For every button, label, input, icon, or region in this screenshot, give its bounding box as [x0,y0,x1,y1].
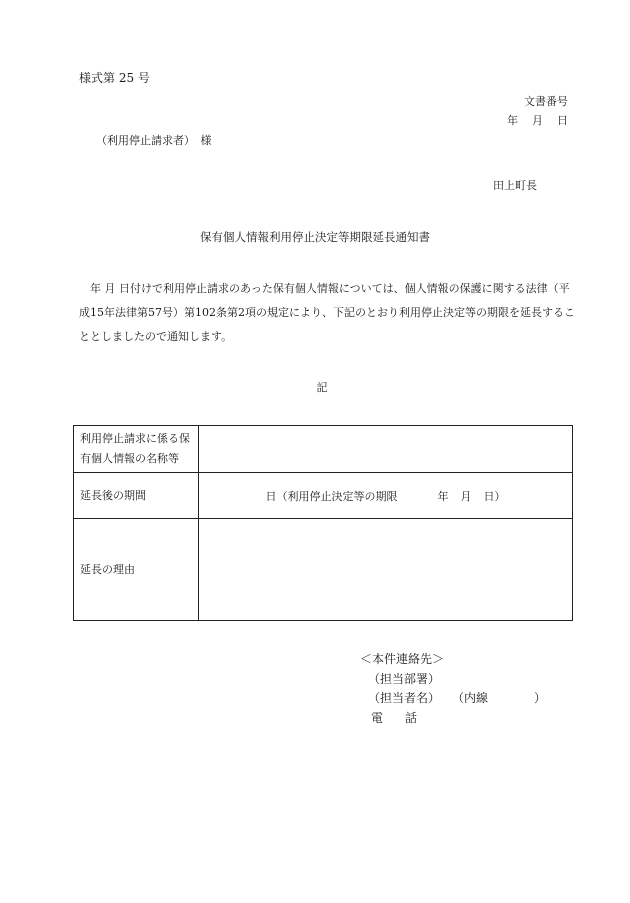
contact-person-line [368,689,546,709]
body-line: 成15年法律第57号）第102条第2項の規定により、下記のとおり利用停止決定等の期限を延長するこ [79,306,575,319]
contact-department: （担当部署） [368,671,441,686]
addressee: （利用停止請求者） 様 [96,134,212,147]
period-year: 年 [437,489,449,503]
body-line: 年 月 日付けで利用停止請求のあった保有個人情報については、個人情報の保護に関する法律（平 [79,282,570,295]
extended-period-label: 延長後の期間 [74,473,199,519]
period-prefix: 日（利用停止決定等の期限 [265,489,398,503]
body-paragraph [79,277,574,349]
contact-extension-close: ） [534,691,547,705]
period-day: 日） [483,489,506,503]
contact-phone [371,709,546,729]
ki-heading: 記 [316,381,328,394]
date-month: 月 [532,114,543,127]
date-day: 日 [557,114,568,127]
extended-period-value[interactable] [199,473,573,519]
table-row [74,473,573,519]
contact-block [360,650,546,728]
info-table [73,425,573,621]
contact-person: （担当者名） [368,691,441,705]
date-line [507,112,568,128]
table-row [74,519,573,621]
label-line: 有個人情報の名称等 [80,452,179,465]
body-line: ととしましたので通知します。 [79,330,233,343]
extension-reason-value[interactable] [199,519,573,621]
form-number: 様式第 25 号 [79,71,150,85]
label-line: 利用停止請求に係る保 [80,432,190,445]
personal-info-name-label [74,426,199,473]
phone-char: 話 [405,710,418,725]
contact-extension-open: （内線 [452,691,489,705]
document-title: 保有個人情報利用停止決定等期限延長通知書 [200,230,430,244]
phone-char: 電 [371,710,384,725]
extension-reason-label: 延長の理由 [74,519,199,621]
personal-info-name-value[interactable] [199,426,573,473]
sender: 田上町長 [493,179,537,192]
document-number-label: 文書番号 [524,95,568,108]
contact-heading: ＜本件連絡先＞ [360,652,445,666]
period-month: 月 [460,489,472,503]
table-row [74,426,573,473]
date-year: 年 [507,114,518,127]
